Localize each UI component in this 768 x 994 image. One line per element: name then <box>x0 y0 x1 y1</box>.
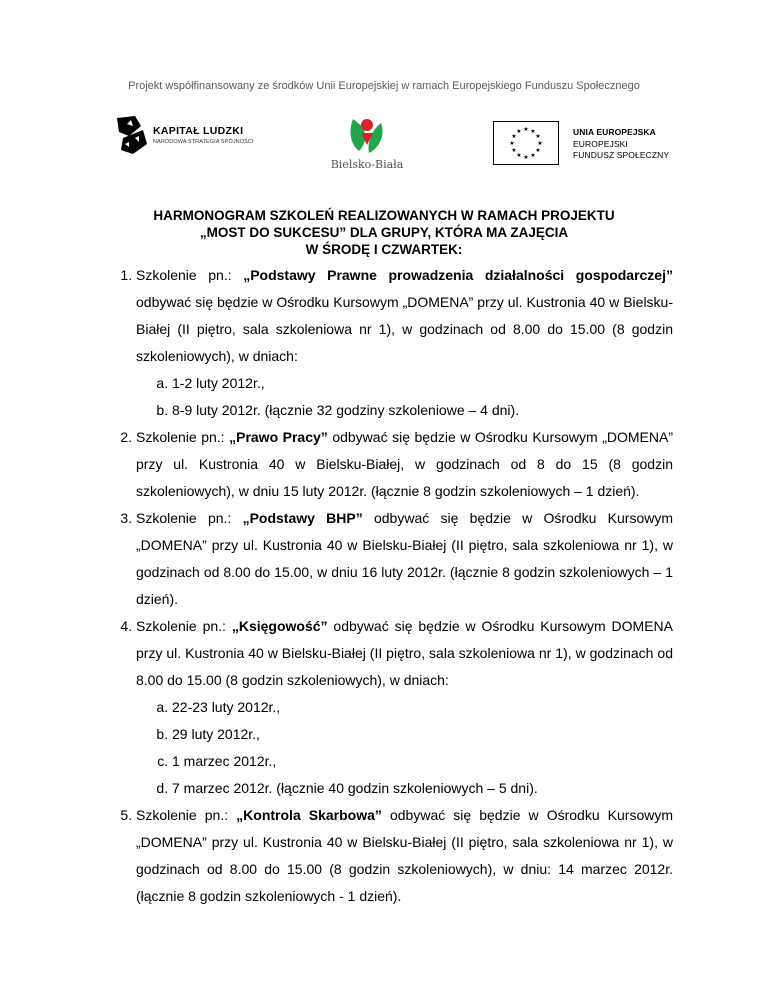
date-list <box>136 694 673 802</box>
item-details: odbywać się będzie w Ośrodku Kursowym „DOMENA” przy ul. Kustronia 40 w Bielsku-Białej (II piętro, sala szkoleniowa nr 1), w godzinach od 8.00 do 15.00 (8 godzin szkoleniowych), w dniu: 14 marzec 2012r. (łącznie 8 godzin szkoleniowych - 1 dzień). <box>136 807 673 904</box>
item-prefix: Szkolenie pn.: <box>136 807 237 823</box>
svg-text:★: ★ <box>537 140 543 147</box>
svg-text:★: ★ <box>509 140 515 147</box>
list-item <box>136 262 673 424</box>
training-name: „Prawo Pracy” <box>229 429 328 445</box>
eu-line2: EUROPEJSKI <box>573 139 628 149</box>
svg-text:★: ★ <box>530 152 536 159</box>
svg-text:★: ★ <box>511 147 517 154</box>
kapital-ludzki-title: KAPITAŁ LUDZKI <box>153 125 244 137</box>
title-line-2: „MOST DO SUKCESU” DLA GRUPY, KTÓRA MA ZAJĘCIA <box>199 225 569 240</box>
title-line-3: W ŚRODĘ I CZWARTEK: <box>305 242 463 257</box>
training-name: „Kontrola Skarbowa” <box>236 807 382 823</box>
svg-text:★: ★ <box>523 126 529 133</box>
bielsko-biala-name: Bielsko-Biała <box>330 158 404 171</box>
item-details: odbywać się będzie w Ośrodku Kursowym „DOMENA” przy ul. Kustronia 40 w Bielsku-Białej, w godzinach od 8 do 15 (8 godzin szkoleniowych), w dniu 15 luty 2012r. (łącznie 8 godzin szkoleniowych – 1 dzień). <box>136 429 673 499</box>
date-list <box>136 370 673 424</box>
item-prefix: Szkolenie pn.: <box>136 429 230 445</box>
item-prefix: Szkolenie pn.: <box>136 267 244 283</box>
schedule-list <box>116 262 673 910</box>
date-item: b. 29 luty 2012r., <box>172 721 673 748</box>
training-name: „Podstawy Prawne prowadzenia działalności gospodarczej” <box>243 267 673 283</box>
schedule-list-container <box>116 262 673 910</box>
title-line-1: HARMONOGRAM SZKOLEŃ REALIZOWANYCH W RAMACH PROJEKTU <box>153 208 615 223</box>
eu-logo <box>493 121 693 167</box>
item-details: odbywać się będzie w Ośrodku Kursowym DOMENA przy ul. Kustronia 40 w Bielsku-Białej (II piętro, sala szkoleniowa nr 1), w godzinach od 8.00 do 15.00 (8 godzin szkoleniowych), w dniach: <box>136 618 673 688</box>
date-item: a. 22-23 luty 2012r., <box>172 694 673 721</box>
svg-text:★: ★ <box>516 128 522 135</box>
date-item: b. 8-9 luty 2012r. (łącznie 32 godziny szkoleniowe – 4 dni). <box>172 397 673 424</box>
list-item <box>136 613 673 802</box>
svg-text:★: ★ <box>535 133 541 140</box>
svg-text:★: ★ <box>511 133 517 140</box>
eu-line3: FUNDUSZ SPOŁECZNY <box>573 150 670 160</box>
training-name: „Podstawy BHP” <box>242 510 363 526</box>
list-item <box>136 424 673 505</box>
document-title <box>0 207 768 258</box>
date-item: d. 7 marzec 2012r. (łącznie 40 godzin szkoleniowych – 5 dni). <box>172 775 673 802</box>
item-details: odbywać się będzie w Ośrodku Kursowym „DOMENA” przy ul. Kustronia 40 w Bielsku-Białej (II piętro, sala szkoleniowa nr 1), w godzinach od 8.00 do 15.00, w dniu 16 luty 2012r. (łącznie 8 godzin szkoleniowych – 1 dzień). <box>136 510 673 607</box>
kapital-ludzki-emblem-icon <box>115 114 149 158</box>
item-prefix: Szkolenie pn.: <box>136 510 243 526</box>
eu-flag-icon <box>493 121 559 165</box>
training-name: „Księgowość” <box>231 618 328 634</box>
svg-text:★: ★ <box>523 154 529 161</box>
bielsko-biala-logo <box>322 115 412 175</box>
kapital-ludzki-logo <box>115 114 275 164</box>
svg-text:★: ★ <box>516 152 522 159</box>
svg-text:★: ★ <box>530 128 536 135</box>
kapital-ludzki-subtitle: NARODOWA STRATEGIA SPÓJNOŚCI <box>153 139 254 145</box>
cofinancing-note: Projekt współfinansowany ze środków Unii Europejskiej w ramach Europejskiego Funduszu Społecznego <box>128 80 640 92</box>
eu-line1: UNIA EUROPEJSKA <box>573 127 656 137</box>
item-prefix: Szkolenie pn.: <box>136 618 232 634</box>
bielsko-biala-emblem-icon <box>347 115 387 155</box>
date-item: c. 1 marzec 2012r., <box>172 748 673 775</box>
list-item <box>136 505 673 613</box>
svg-text:★: ★ <box>535 147 541 154</box>
list-item <box>136 802 673 910</box>
date-item: a. 1-2 luty 2012r., <box>172 370 673 397</box>
item-details: odbywać się będzie w Ośrodku Kursowym „DOMENA” przy ul. Kustronia 40 w Bielsku-Białej (II piętro, sala szkoleniowa nr 1), w godzinach od 8.00 do 15.00 (8 godzin szkoleniowych), w dniach: <box>136 294 673 364</box>
